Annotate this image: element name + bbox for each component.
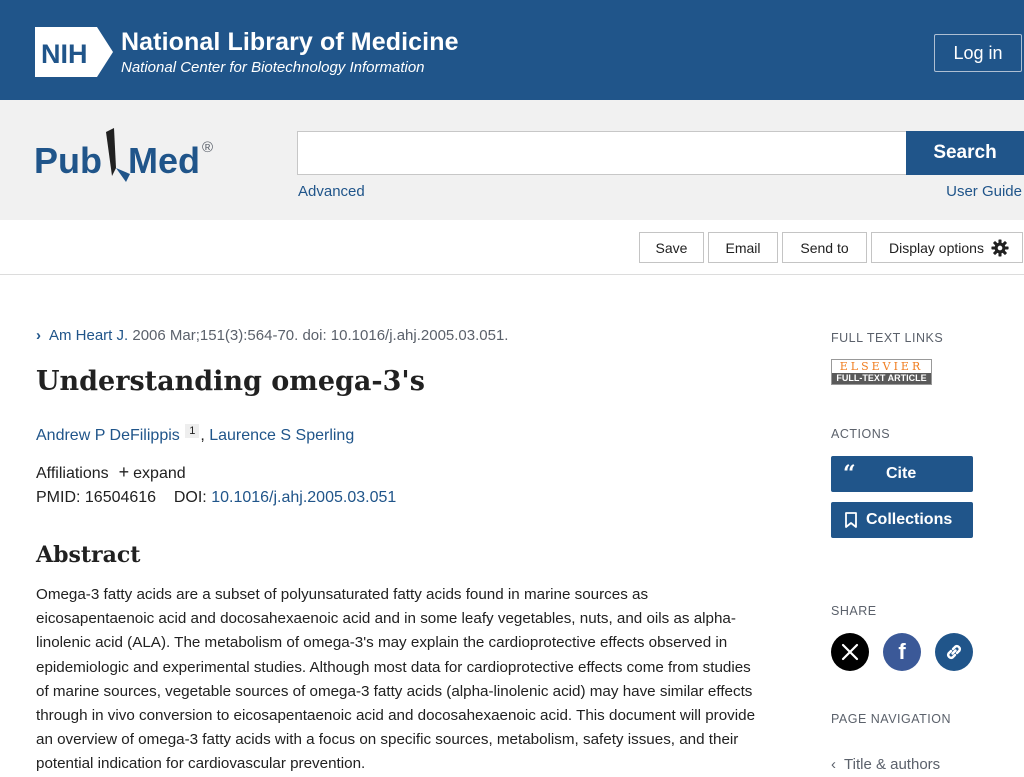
journal-link[interactable]: Am Heart J. [49, 327, 129, 344]
svg-text:NIH: NIH [41, 39, 88, 69]
save-button[interactable]: Save [639, 232, 704, 263]
affiliations-row [36, 462, 186, 483]
page-navigation-heading: PAGE NAVIGATION [831, 712, 952, 726]
link-icon [944, 642, 964, 662]
pmid: PMID: 16504616 [36, 489, 157, 506]
send-to-button[interactable]: Send to [782, 232, 867, 263]
gear-icon [991, 239, 1009, 257]
abstract-text: Omega-3 fatty acids are a subset of polyunsaturated fatty acids found in marine sources as eicosapentaenoic acid and docosahexaenoic acid and in some leafy vegetables, nuts, and oils as alpha-linolenic acid (ALA). The metabolism of omega-3's may explain the cardioprotective effects observed in epidemiologic and experimental studies. Although most data for cardioprotective effects come from studies of marine sources, vegetable sources of omega-3 fatty acids (alpha-linolenic acid) may have similar effects through in vivo conversion to eicosapentaenoic acid and docosahexaenoic acid. This document will provide an overview of omega-3 fatty acids with a focus on specific sources, metabolism, safety issues, and their potential indication for cardiovascular prevention. [36, 586, 756, 773]
nih-logo[interactable] [35, 27, 115, 77]
actions-heading: ACTIONS [831, 427, 891, 441]
bookmark-icon [831, 512, 866, 528]
display-options-label: Display options [889, 239, 984, 256]
svg-text:®: ® [202, 139, 214, 156]
nlm-title[interactable]: National Library of Medicine [121, 28, 459, 56]
share-facebook-button[interactable] [883, 633, 921, 671]
ncbi-subtitle[interactable]: National Center for Biotechnology Information [121, 59, 425, 76]
collections-button[interactable] [831, 502, 973, 538]
cite-label: Cite [886, 465, 917, 482]
identifiers-row [36, 489, 396, 507]
email-button[interactable]: Email [708, 232, 778, 263]
share-x-button[interactable] [831, 633, 869, 671]
x-logo-icon [841, 643, 859, 661]
svg-text:Pub: Pub [34, 140, 102, 181]
citation-line [36, 327, 508, 344]
page-nav-title-authors-label: Title & authors [844, 756, 941, 773]
elsevier-logo-text: ELSEVIER [832, 360, 931, 373]
expand-affiliations-button[interactable]: expand [133, 465, 186, 482]
affiliations-label: Affiliations [36, 465, 109, 482]
elsevier-full-text-link[interactable] [831, 359, 932, 385]
full-text-links-heading: FULL TEXT LINKS [831, 331, 944, 345]
article-title: Understanding omega-3's [36, 366, 425, 397]
share-heading: SHARE [831, 604, 877, 618]
svg-text:Med: Med [128, 140, 200, 181]
advanced-search-link[interactable]: Advanced [298, 183, 365, 200]
user-guide-link[interactable]: User Guide [946, 183, 1022, 200]
elsevier-subtext: FULL-TEXT ARTICLE [836, 373, 927, 383]
share-link-button[interactable] [935, 633, 973, 671]
author-link[interactable]: Laurence S Sperling [209, 427, 355, 444]
affiliation-ref[interactable]: 1 [185, 424, 199, 438]
citation-details: 2006 Mar;151(3):564-70. doi: 10.1016/j.ahj.2005.03.051. [128, 327, 509, 344]
chevron-left-icon: ‹ [831, 756, 836, 773]
cite-button[interactable] [831, 456, 973, 492]
doi-link[interactable]: 10.1016/j.ahj.2005.03.051 [211, 489, 397, 506]
page-nav-title-authors[interactable] [831, 756, 940, 773]
display-options-button[interactable] [871, 232, 1023, 263]
author-link[interactable]: Andrew P DeFilippis [36, 427, 180, 444]
collections-label: Collections [866, 511, 953, 528]
search-input[interactable] [297, 131, 906, 175]
search-button[interactable]: Search [906, 131, 1024, 175]
toolbar-divider [0, 274, 1024, 275]
abstract-heading: Abstract [36, 542, 141, 568]
doi-label: DOI: [173, 489, 212, 506]
facebook-icon: f [898, 639, 906, 664]
author-separator: , [200, 427, 210, 444]
authors-list [36, 424, 354, 445]
chevron-right-icon[interactable]: › [36, 327, 41, 344]
quote-icon: “ [843, 461, 856, 487]
login-button[interactable]: Log in [934, 34, 1022, 72]
pubmed-logo[interactable] [34, 124, 224, 194]
plus-icon[interactable]: + [118, 462, 130, 482]
